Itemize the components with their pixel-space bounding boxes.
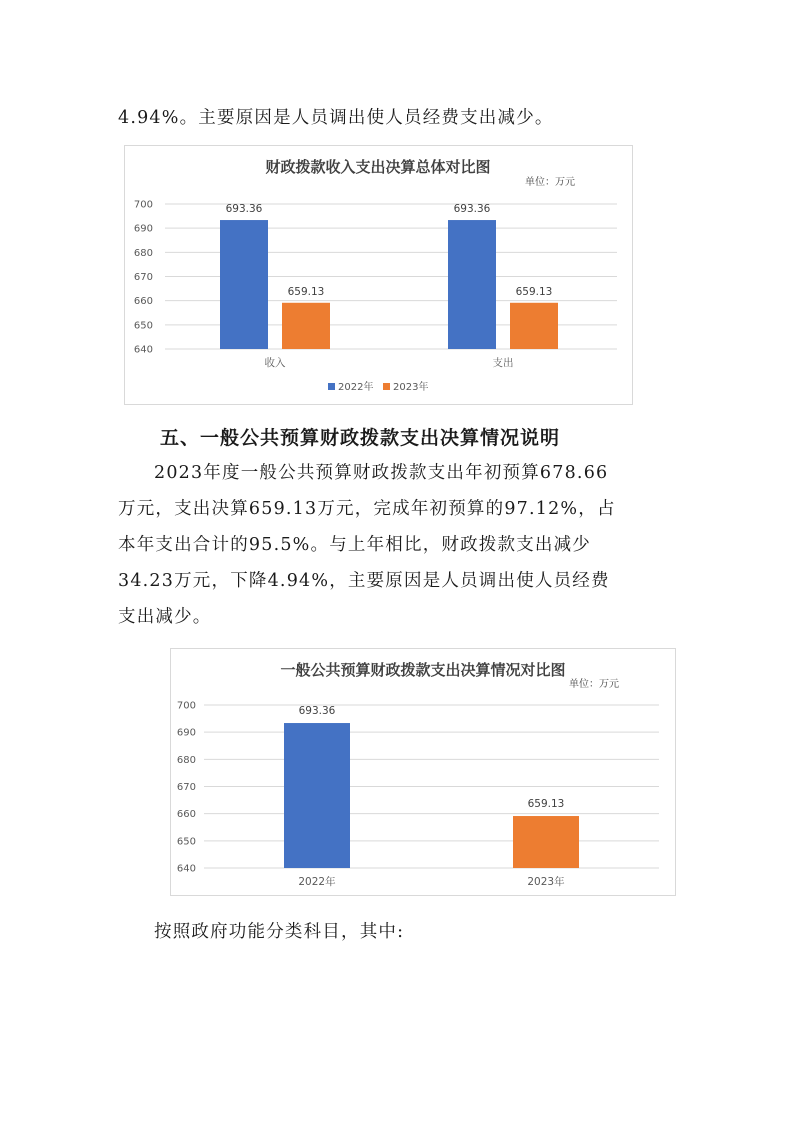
chart-1-category-expense: 支出 [492,357,514,369]
chart-2-unit-label: 单位：万元 [569,679,619,690]
chart-1-data-label: 693.36 [453,203,491,216]
chart-1-y-tick: 640 [133,344,153,356]
paragraph-line-2: 万元，支出决算659.13万元，完成年初预算的97.12%，占 [118,499,616,519]
chart-1-unit-label: 单位：万元 [525,177,575,188]
chart-2-bar-2023年 [513,816,579,868]
legend-swatch-2023 [383,383,390,390]
chart-1-y-tick: 650 [133,320,153,332]
chart-2-title: 一般公共预算财政拨款支出决算情况对比图 [280,661,566,679]
chart-1-legend [328,380,428,393]
paragraph-line-5: 支出减少。 [118,607,212,627]
chart-1-bar-2022年-收入 [220,220,268,349]
chart-1-bar-2022年-支出 [448,220,496,349]
chart-1-y-tick: 680 [133,247,153,259]
chart-1-title: 财政拨款收入支出决算总体对比图 [265,158,491,176]
chart-1-bar-2023年-支出 [510,303,558,349]
chart-2-category-2022: 2022年 [298,876,336,888]
chart-2-bar-2022年 [284,723,350,868]
chart-1-data-label: 659.13 [515,285,553,298]
chart-1-y-tick: 660 [133,296,153,308]
paragraph-line-3: 本年支出合计的95.5%。与上年相比，财政拨款支出减少 [118,535,591,555]
legend-label-2023: 2023年 [393,382,429,393]
chart-general-budget-expense [170,648,676,896]
chart-2-svg [171,649,675,895]
paragraph-line-1: 2023年度一般公共预算财政拨款支出年初预算678.66 [154,463,609,483]
chart-2-data-label: 659.13 [527,798,565,811]
chart-2-data-label: 693.36 [298,705,336,718]
chart-2-y-tick: 650 [176,836,196,848]
legend-swatch-2022 [328,383,335,390]
chart-2-y-tick: 640 [176,863,196,875]
chart-2-y-tick: 670 [176,782,196,793]
section-heading: 五、一般公共预算财政拨款支出决算情况说明 [160,427,561,449]
chart-1-data-label: 659.13 [287,285,325,298]
chart-1-y-tick: 670 [133,272,153,283]
top-text-line: 4.94%。主要原因是人员调出使人员经费支出减少。 [118,108,554,128]
chart-1-bar-2023年-收入 [282,303,330,349]
chart-income-expense-comparison [124,145,633,405]
paragraph-line-4: 34.23万元，下降4.94%，主要原因是人员调出使人员经费 [118,571,610,591]
legend-label-2022: 2022年 [338,382,374,393]
chart-2-category-2023: 2023年 [527,876,565,888]
chart-1-data-label: 693.36 [225,203,263,216]
chart-1-category-income: 收入 [264,357,286,369]
chart-2-y-tick: 690 [176,727,196,739]
chart-1-svg [125,146,632,404]
bottom-text-line: 按照政府功能分类科目，其中: [154,922,405,942]
chart-1-y-tick: 690 [133,223,153,235]
chart-2-y-tick: 700 [176,700,196,712]
chart-2-y-tick: 660 [176,809,196,821]
chart-2-y-tick: 680 [176,754,196,766]
chart-1-y-tick: 700 [133,199,153,211]
